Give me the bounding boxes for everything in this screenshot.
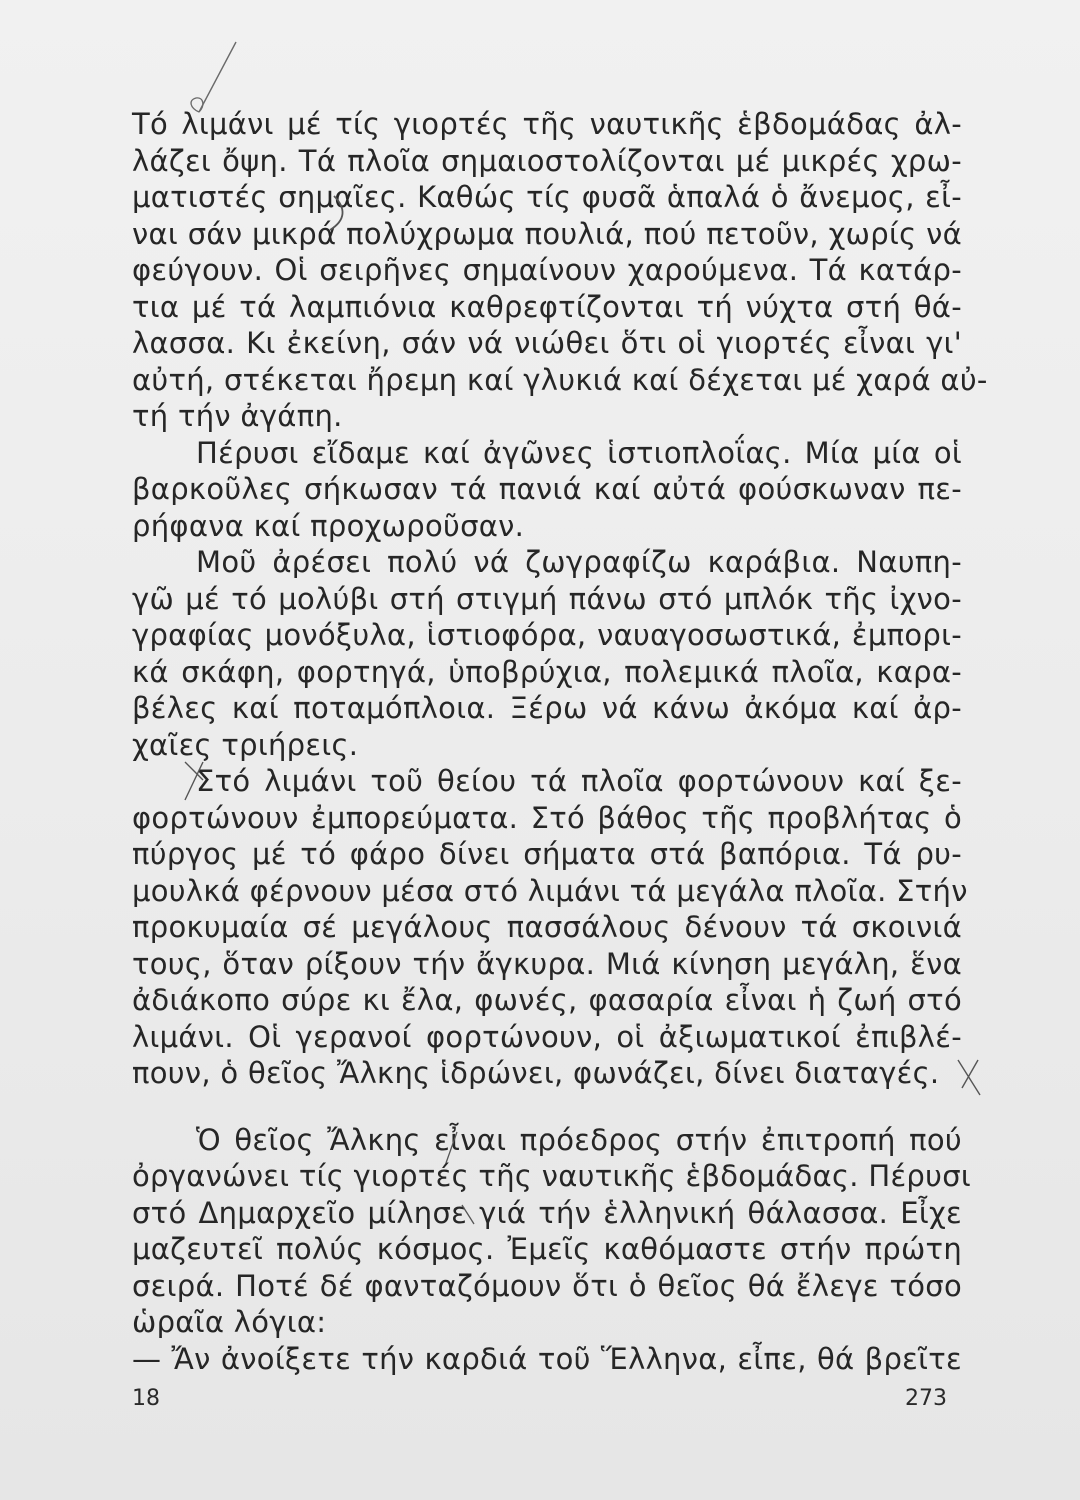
page-number-right: 273 [905, 1386, 947, 1411]
section-gap [132, 1092, 962, 1122]
text-line: μαζευτεῖ πολύς κόσμος. Ἐμεῖς καθόμαστε στήν πρώτη [132, 1232, 962, 1266]
text-line: κά σκάφη, φορτηγά, ὑποβρύχια, πολεμικά πλοῖα, καρα- [132, 654, 962, 689]
text-line: ματιστές σημαῖες. Καθώς τίς φυσᾶ ἁπαλά ὁ ἄνεμος, εἶ- [132, 180, 962, 214]
text-line: Μοῦ ἀρέσει πολύ νά ζωγραφίζω καράβια. Ναυπη- [196, 545, 962, 579]
text-line: ὡραῖα λόγια: [132, 1305, 327, 1339]
text-line: λιμάνι. Οἱ γερανοί φορτώνουν, οἱ ἀξιωματικοί ἐπιβλέ- [132, 1019, 962, 1054]
text-line: ρήφανα καί προχωροῦσαν. [132, 508, 525, 543]
paragraph-1 [132, 106, 988, 435]
text-line: τια μέ τά λαμπιόνια καθρεφτίζονται τή νύχτα στή θά- [132, 289, 962, 324]
text-line: Στό λιμάνι τοῦ θείου τά πλοῖα φορτώνουν καί ξε- [196, 764, 962, 798]
text-line: ἀδιάκοπο σύρε κι ἔλα, φωνές, φασαρία εἶναι ἡ ζωή στό [132, 983, 962, 1017]
paragraph-3 [132, 544, 962, 763]
text-line: προκυμαία σέ μεγάλους πασσάλους δένουν τά σκοινιά [132, 910, 962, 944]
text-line: μουλκά φέρνουν μέσα στό λιμάνι τά μεγάλα πλοῖα. Στήν [132, 873, 968, 908]
text-line: λασσα. Κι ἐκείνη, σάν νά νιώθει ὅτι οἱ γιορτές εἶναι γι' [132, 326, 962, 360]
text-line: αὐτή, στέκεται ἤρεμη καί γλυκιά καί δέχεται μέ χαρά αὐ- [132, 362, 988, 397]
text-line: ὀργανώνει τίς γιορτές τῆς ναυτικῆς ἑβδομάδας. Πέρυσι [132, 1159, 971, 1193]
paragraph-2 [132, 435, 962, 545]
text-line: χαῖες τριήρεις. [132, 727, 359, 762]
text-line: τους, ὅταν ρίξουν τήν ἄγκυρα. Μιά κίνηση μεγάλη, ἕνα [132, 946, 962, 981]
text-line: πουν, ὁ θεῖος Ἄλκης ἱδρώνει, φωνάζει, δίνει διαταγές. [132, 1056, 940, 1090]
paragraph-4 [132, 763, 968, 1092]
text-line: λάζει ὄψη. Τά πλοῖα σημαιοστολίζονται μέ μικρές χρω- [132, 143, 962, 178]
text-line: Πέρυσι εἴδαμε καί ἀγῶνες ἱστιοπλοΐας. Μία μία οἱ [196, 435, 962, 470]
text-line: φεύγουν. Οἱ σειρῆνες σημαίνουν χαρούμενα. Τά κατάρ- [132, 253, 962, 287]
text-line: τή τήν ἀγάπη. [132, 399, 343, 433]
text-line: Ὁ θεῖος Ἄλκης εἶναι πρόεδρος στήν ἐπιτροπή πού [196, 1122, 962, 1157]
page-number-left: 18 [132, 1386, 160, 1411]
text-line: — Ἄν ἀνοίξετε τήν καρδιά τοῦ Ἕλληνα, εἶπε, θά βρεῖτε [132, 1341, 962, 1376]
text-line: βαρκοῦλες σήκωσαν τά πανιά καί αὐτά φούσκωναν πε- [132, 472, 962, 506]
text-line: φορτώνουν ἐμπορεύματα. Στό βάθος τῆς προβλήτας ὁ [132, 800, 962, 835]
text-line: σειρά. Ποτέ δέ φανταζόμουν ὅτι ὁ θεῖος θά ἔλεγε τόσο [132, 1268, 962, 1303]
text-line: ναι σάν μικρά πολύχρωμα πουλιά, πού πετοῦν, χωρίς νά [132, 216, 962, 251]
text-block [132, 106, 988, 1377]
paragraph-5 [132, 1122, 971, 1378]
pencil-stroke-top [199, 42, 236, 112]
text-line: γῶ μέ τό μολύβι στή στιγμή πάνω στό μπλόκ τῆς ἰχνο- [132, 581, 962, 616]
text-line: γραφίας μονόξυλα, ἱστιοφόρα, ναυαγοσωστικά, ἐμπορι- [132, 618, 962, 652]
text-line: Τό λιμάνι μέ τίς γιορτές τῆς ναυτικῆς ἑβδομάδας ἀλ- [132, 107, 962, 141]
text-line: στό Δημαρχεῖο μίλησε γιά τήν ἑλληνική θάλασσα. Εἶχε [132, 1195, 962, 1230]
text-line: βέλες καί ποταμόπλοια. Ξέρω νά κάνω ἀκόμα καί ἀρ- [132, 691, 962, 725]
text-line: πύργος μέ τό φάρο δίνει σήματα στά βαπόρια. Τά ρυ- [132, 837, 962, 871]
